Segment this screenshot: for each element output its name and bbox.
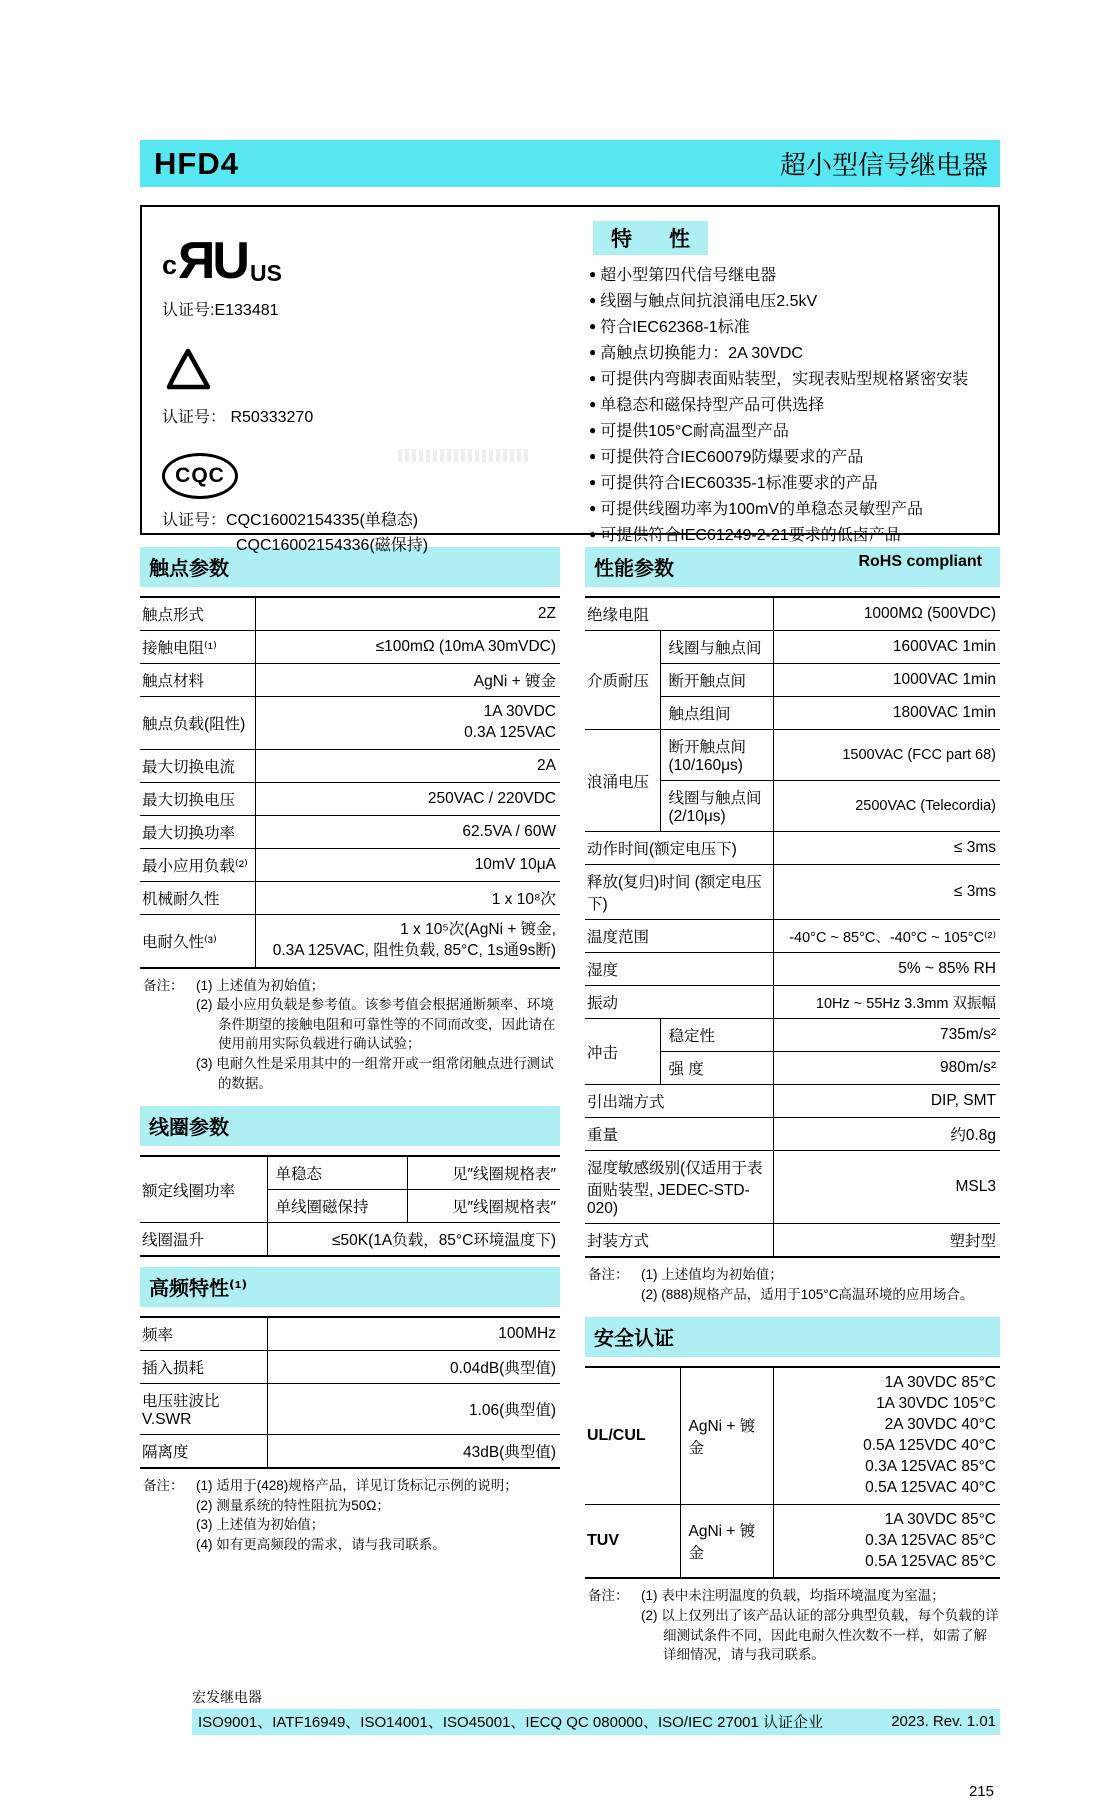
rohs-label: RoHS compliant [858, 553, 982, 570]
section-heading-performance-parameters: 性能参数 [585, 547, 1000, 587]
product-category-title: 超小型信号继电器 [779, 150, 988, 180]
table-row: 线圈温升 ≤50K(1A负载，85°C环境温度下) [140, 1223, 560, 1257]
table-row: 最大切换电流 2A [140, 749, 560, 782]
footer-revision: 2023. Rev. 1.01 [891, 1712, 996, 1730]
contact-notes: 备注： (1) 上述值为初始值； (2) 最小应用负载是参考值。该参考值会根据通断频率、环境条件期望的接触电阻和可靠性等的不同而改变，因此请在使用前用实际负载进行确认试验； (3) 电耐久性是采用其中的一组常开或一组常闭触点进行测试的数据。 [143, 977, 556, 1091]
certifications-column [142, 207, 580, 554]
feature-item: ● 可提供内弯脚表面贴装型，实现表贴型规格紧密安装 [589, 366, 984, 392]
table-row: 强 度 980m/s² [585, 1052, 1000, 1085]
table-row: 触点组间 1800VAC 1min [585, 697, 1000, 730]
cqc-mark-icon: CQC [162, 453, 238, 499]
ul-cert-number: 认证号:E133481 [162, 302, 279, 319]
hf-characteristics-table [140, 1316, 560, 1469]
page-number: 215 [968, 1782, 994, 1800]
table-row: 浪涌电压 断开触点间 (10/160μs) 1500VAC (FCC part 68) [585, 730, 1000, 781]
cul-us-mark-icon: c ЯU US [162, 232, 282, 290]
hf-notes: 备注： (1) 适用于(428)规格产品，详见订货标记示例的说明； (2) 测量系统的特性阻抗为50Ω； (3) 上述值为初始值； (4) 如有更高频段的需求，请与我司联系。 [143, 1478, 518, 1552]
table-row: 触点负载(阻性) 1A 30VDC 0.3A 125VAC [140, 697, 560, 750]
table-row: 插入损耗 0.04dB(典型值) [140, 1351, 560, 1384]
table-row: 介质耐压 线圈与触点间 1600VAC 1min [585, 631, 1000, 664]
triangle-cert-icon [162, 346, 214, 394]
feature-item: ● 可提供线圈功率为100mV的单稳态灵敏型产品 [589, 496, 984, 522]
section-heading-contact-parameters: 触点参数 [140, 547, 560, 587]
performance-notes: 备注： (1) 上述值均为初始值； (2) (888)规格产品，适用于105°C高温环境的应用场合。 [588, 1267, 974, 1302]
performance-parameters-table [585, 596, 1000, 1258]
table-row: 触点形式 2Z [140, 597, 560, 631]
feature-item: ● 线圈与触点间抗浪涌电压2.5kV [589, 288, 984, 314]
table-row: 断开触点间 1000VAC 1min [585, 664, 1000, 697]
table-row: 释放(复归)时间 (额定电压下) ≤ 3ms [585, 865, 1000, 920]
footer-iso-bar [192, 1709, 1000, 1735]
table-row: 频率 100MHz [140, 1317, 560, 1351]
table-row: 引出端方式 DIP, SMT [585, 1085, 1000, 1118]
table-row: 封装方式 塑封型 [585, 1224, 1000, 1258]
table-row: TUV AgNi + 镀金 1A 30VDC 85°C 0.3A 125VAC 85°C 0.5A 125VAC 85°C [585, 1504, 1000, 1578]
features-heading: 特 性 [593, 221, 708, 255]
page-title: HFD4 [154, 145, 239, 181]
section-heading-coil-parameters: 线圈参数 [140, 1106, 560, 1146]
table-row: 机械耐久性 1 x 10⁸次 [140, 881, 560, 914]
table-row: 线圈与触点间 (2/10μs) 2500VAC (Telecordia) [585, 781, 1000, 832]
footer-company: 宏发继电器 [192, 1688, 262, 1705]
table-row: 触点材料 AgNi + 镀金 [140, 664, 560, 697]
table-row: 冲击 稳定性 735m/s² [585, 1019, 1000, 1052]
table-row: 额定线圈功率 单稳态 见″线圈规格表″ [140, 1156, 560, 1190]
table-row: 振动 10Hz ~ 55Hz 3.3mm 双振幅 [585, 986, 1000, 1019]
table-row: 最小应用负载⁽²⁾ 10mV 10μA [140, 848, 560, 881]
table-row: 单线圈磁保持 见″线圈规格表″ [140, 1190, 560, 1223]
cqc-cert-numbers: 认证号：CQC16002154335(单稳态) CQC16002154336(磁保持) [162, 512, 429, 554]
content-columns [140, 547, 1000, 1678]
table-row: 湿度敏感级别(仅适用于表面贴装型, JEDEC-STD-020) MSL3 [585, 1151, 1000, 1224]
feature-item: ● 可提供符合IEC60079防爆要求的产品 [589, 444, 984, 470]
table-row: UL/CUL AgNi + 镀金 1A 30VDC 85°C 1A 30VDC 105°C 2A 30VDC 40°C 0.5A 125VDC 40°C 0.3A 125VAC 85°C 0.5A 125VAC 40°C [585, 1367, 1000, 1504]
title-bar [140, 140, 1000, 187]
table-row: 最大切换电压 250VAC / 220VDC [140, 782, 560, 815]
section-heading-hf-characteristics: 高频特性⁽¹⁾ [140, 1267, 560, 1307]
table-row: 隔离度 43dB(典型值) [140, 1435, 560, 1469]
section-heading-safety-approval: 安全认证 [585, 1317, 1000, 1357]
table-row: 重量 约0.8g [585, 1118, 1000, 1151]
features-list [580, 262, 984, 548]
feature-item: ● 可提供105°C耐高温型产品 [589, 418, 984, 444]
table-row: 电耐久性⁽³⁾ 1 x 10⁵次(AgNi + 镀金, 0.3A 125VAC, 阻性负载, 85°C, 1s通9s断) [140, 914, 560, 967]
safety-notes: 备注： (1) 表中未注明温度的负载，均指环境温度为室温； (2) 以上仅列出了该产品认证的部分典型负载，每个负载的详细测试条件不同，因此电耐久性次数不一样，如需了解详细情况，请与我司联系。 [588, 1588, 999, 1663]
feature-item: ● 符合IEC62368-1标准 [589, 314, 984, 340]
table-row: 湿度 5% ~ 85% RH [585, 953, 1000, 986]
triangle-cert-number: 认证号： R50333270 [162, 409, 314, 426]
feature-item: ● 单稳态和磁保持型产品可供选择 [589, 392, 984, 418]
table-row: 接触电阻⁽¹⁾ ≤100mΩ (10mA 30mVDC) [140, 631, 560, 664]
left-column [140, 547, 560, 1567]
feature-item: ● 高触点切换能力：2A 30VDC [589, 340, 984, 366]
table-row: 最大切换功率 62.5VA / 60W [140, 815, 560, 848]
right-column [585, 547, 1000, 1678]
feature-item: ● 可提供符合IEC60335-1标准要求的产品 [589, 470, 984, 496]
table-row: 绝缘电阻 1000MΩ (500VDC) [585, 597, 1000, 631]
table-row: 温度范围 -40°C ~ 85°C、-40°C ~ 105°C⁽²⁾ [585, 920, 1000, 953]
coil-parameters-table [140, 1155, 560, 1257]
table-row: 动作时间(额定电压下) ≤ 3ms [585, 832, 1000, 865]
safety-approval-table [585, 1366, 1000, 1579]
feature-item: ● 超小型第四代信号继电器 [589, 262, 984, 288]
footer-iso-text: ISO9001、IATF16949、ISO14001、ISO45001、IECQ QC 080000、ISO/IEC 27001 认证企业 [198, 1713, 824, 1731]
table-row: 电压驻波比V.SWR 1.06(典型值) [140, 1384, 560, 1435]
faint-watermark [398, 449, 530, 462]
feature-item: ● 可提供符合IEC61249-2-21要求的低卤产品 [589, 522, 984, 548]
contact-parameters-table [140, 596, 560, 969]
